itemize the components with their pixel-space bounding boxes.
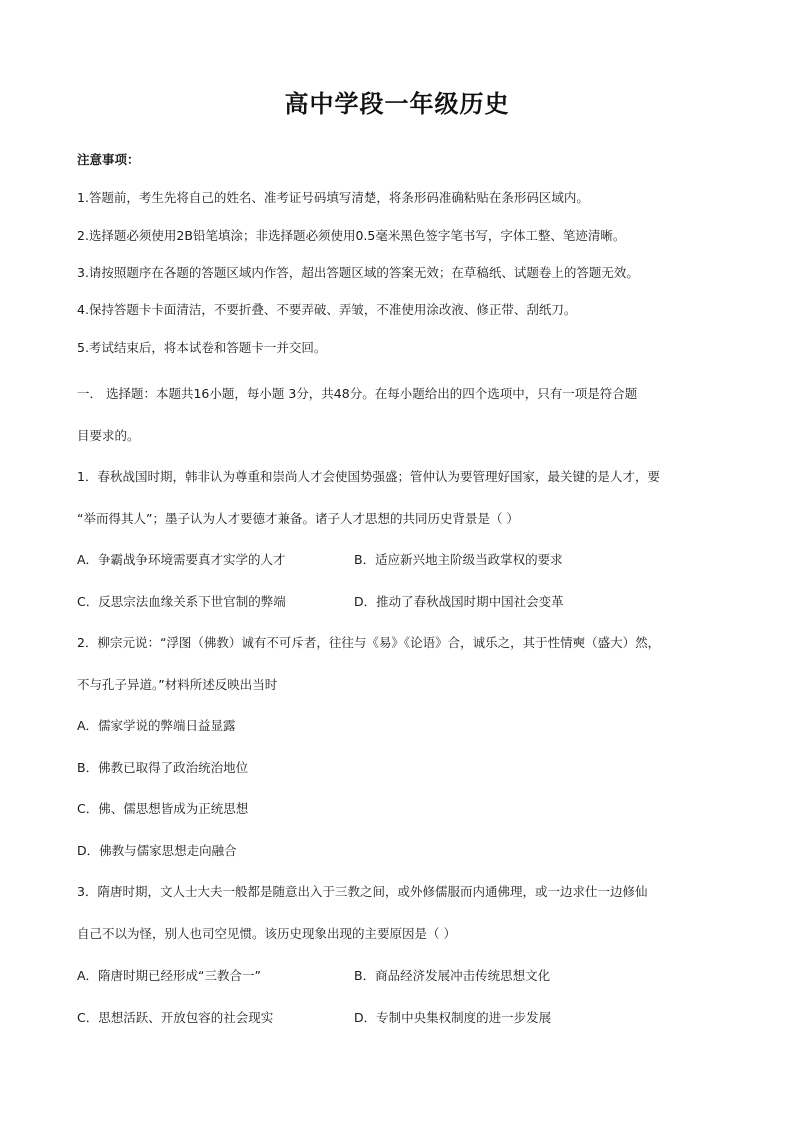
question-3-option-a: A．隋唐时期已经形成“三教合一”: [77, 968, 262, 983]
question-1-stem-cont: “举而得其人”；墨子认为人才要德才兼备。诸子人才思想的共同历史背景是（ ）: [77, 511, 519, 526]
notice-item: 2.选择题必须使用2B铅笔填涂；非选择题必须使用0.5毫米黑色签字笔书写，字体工整、笔迹清晰。: [77, 228, 626, 243]
question-1-stem: 1．春秋战国时期，韩非认为尊重和崇尚人才会使国势强盛；管仲认为要管理好国家，最关键的是人才，要: [77, 469, 660, 484]
notice-item: 5.考试结束后，将本试卷和答题卡一并交回。: [77, 340, 327, 355]
question-3-option-b: B．商品经济发展冲击传统思想文化: [354, 968, 551, 983]
question-1-option-d: D．推动了春秋战国时期中国社会变革: [354, 594, 564, 609]
question-2-option-b: B．佛教已取得了政治统治地位: [77, 760, 249, 775]
question-1-option-c: C．反思宗法血缘关系下世官制的弊端: [77, 594, 286, 609]
question-2-option-a: A．儒家学说的弊端日益显露: [77, 718, 236, 733]
question-2-option-c: C．佛、儒思想皆成为正统思想: [77, 801, 249, 816]
question-3-stem-cont: 自己不以为怪，别人也司空见惯。该历史现象出现的主要原因是（ ）: [77, 926, 456, 941]
notice-heading: 注意事项：: [77, 152, 140, 167]
question-2-stem-cont: 不与孔子异道。”材料所述反映出当时: [77, 677, 278, 692]
page-title: 高中学段一年级历史: [284, 90, 510, 118]
notice-item: 4.保持答题卡卡面清洁，不要折叠、不要弄破、弄皱，不准使用涂改液、修正带、刮纸刀。: [77, 302, 577, 317]
question-1-option-a: A．争霸战争环境需要真才实学的人才: [77, 552, 286, 567]
question-3-stem: 3．隋唐时期，文人士大夫一般都是随意出入于三教之间，或外修儒服而内通佛理，或一边求仕一边修仙: [77, 884, 648, 899]
notice-item: 3.请按照题序在各题的答题区域内作答，超出答题区域的答案无效；在草稿纸、试题卷上的答题无效。: [77, 265, 639, 280]
section-heading-cont: 目要求的。: [77, 428, 140, 443]
question-2-stem: 2．柳宗元说：“浮图（佛教）诚有不可斥者，往往与《易》《论语》合，诚乐之，其于性情奭（盛大）然，: [77, 635, 661, 650]
question-1-option-b: B．适应新兴地主阶级当政掌权的要求: [354, 552, 563, 567]
notice-item: 1.答题前，考生先将自己的姓名、准考证号码填写清楚，将条形码准确粘贴在条形码区域内。: [77, 190, 589, 205]
question-2-option-d: D．佛教与儒家思想走向融合: [77, 843, 237, 858]
question-3-option-d: D．专制中央集权制度的进一步发展: [354, 1010, 552, 1025]
question-3-option-c: C．思想活跃、开放包容的社会现实: [77, 1010, 274, 1025]
section-heading: 一． 选择题：本题共16小题，每小题 3分，共48分。在每小题给出的四个选项中，只有一项是符合题: [77, 386, 638, 401]
